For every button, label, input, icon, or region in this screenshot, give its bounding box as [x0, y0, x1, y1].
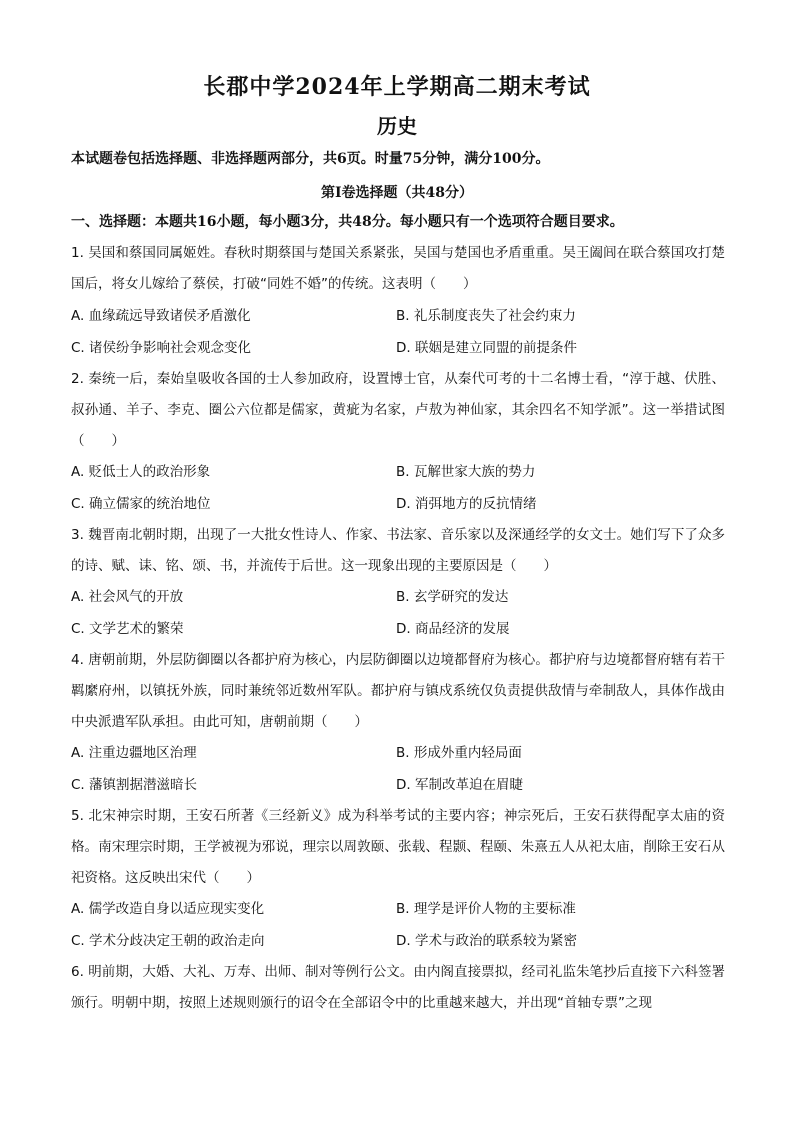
question-1-option-b: B. 礼乐制度丧失了社会约束力 [396, 308, 576, 324]
question-3-option-b: B. 玄学研究的发达 [396, 589, 509, 605]
question-5-stem: 5. 北宋神宗时期，王安石所著《三经新义》成为科举考试的主要内容；神宗死后，王安石获得配享太庙的资格。南宋理宗时期，王学被视为邪说，理宗以周敦颐、张载、程颢、程颐、朱熹五人从祀太庙，削除王安石从祀资格。这反映出宋代（ ） [71, 808, 725, 886]
question-2-stem: 2. 秦统一后，秦始皇吸收各国的士人参加政府，设置博士官，从秦代可考的十二名博士看，“淳于越、伏胜、叔孙通、羊子、李克、圈公六位都是儒家，黄疵为名家，卢敖为神仙家，其余四名不知学派”。这一举措试图（ ） [71, 371, 725, 449]
question-5-option-c: C. 学术分歧决定王朝的政治走向 [71, 933, 265, 949]
question-6-stem: 6. 明前期，大婚、大礼、万寿、出师、制对等例行公文。由内阁直接票拟，经司礼监朱笔抄后直接下六科签署颁行。明朝中期，按照上述规则颁行的诏令在全部诏令中的比重越来越大，并出现“首轴专票”之现 [71, 964, 725, 1011]
question-3-option-c: C. 文学艺术的繁荣 [71, 621, 184, 637]
question-4-option-c: C. 藩镇割据潜滋暗长 [71, 777, 198, 793]
question-5-option-a: A. 儒学改造自身以适应现实变化 [71, 901, 265, 917]
question-2-option-c: C. 确立儒家的统治地位 [71, 496, 211, 512]
question-4-option-b: B. 形成外重内轻局面 [396, 745, 522, 761]
question-2-option-b: B. 瓦解世家大族的势力 [396, 464, 536, 480]
question-1-option-c: C. 诸侯纷争影响社会观念变化 [71, 340, 252, 356]
question-4-option-a: A. 注重边疆地区治理 [71, 745, 197, 761]
question-2-option-d: D. 消弭地方的反抗情绪 [396, 496, 537, 512]
question-3-stem: 3. 魏晋南北朝时期，出现了一大批女性诗人、作家、书法家、音乐家以及深通经学的女文士。她们写下了众多的诗、赋、诔、铭、颂、书，并流传于后世。这一现象出现的主要原因是（ ） [71, 527, 725, 574]
question-5-option-b: B. 理学是评价人物的主要标准 [396, 901, 576, 917]
question-3-option-d: D. 商品经济的发展 [396, 621, 510, 637]
exam-title: 长郡中学2024年上学期高二期末考试 [203, 74, 591, 100]
exam-subject: 历史 [377, 114, 417, 138]
question-4-stem: 4. 唐朝前期，外层防御圈以各都护府为核心，内层防御圈以边境都督府为核心。都护府与边境都督府辖有若干羁縻府州，以镇抚外族，同时兼统邻近数州军队。都护府与镇戍系统仅负责提供敌情与牵制敌人，具体作战由中央派遣军队承担。由此可知，唐朝前期（ ） [71, 652, 725, 730]
question-1-stem: 1. 吴国和蔡国同属姬姓。春秋时期蔡国与楚国关系紧张，吴国与楚国也矛盾重重。吴王阖闾在联合蔡国攻打楚国后，将女儿嫁给了蔡侯，打破“同姓不婚”的传统。这表明（ ） [71, 245, 725, 292]
volume-heading: 第Ⅰ卷选择题（共48分） [320, 185, 474, 201]
question-4-option-d: D. 军制改革迫在眉睫 [396, 777, 523, 793]
question-1-option-a: A. 血缘疏远导致诸侯矛盾激化 [71, 308, 251, 324]
question-3-option-a: A. 社会风气的开放 [71, 589, 184, 605]
exam-instructions: 本试题卷包括选择题、非选择题两部分，共6页。时量75分钟，满分100分。 [71, 151, 550, 167]
question-2-option-a: A. 贬低士人的政治形象 [71, 464, 211, 480]
section-heading: 一、选择题：本题共16小题，每小题3分，共48分。每小题只有一个选项符合题目要求。 [71, 214, 624, 230]
question-5-option-d: D. 学术与政治的联系较为紧密 [396, 933, 577, 949]
question-1-option-d: D. 联姻是建立同盟的前提条件 [396, 340, 577, 356]
